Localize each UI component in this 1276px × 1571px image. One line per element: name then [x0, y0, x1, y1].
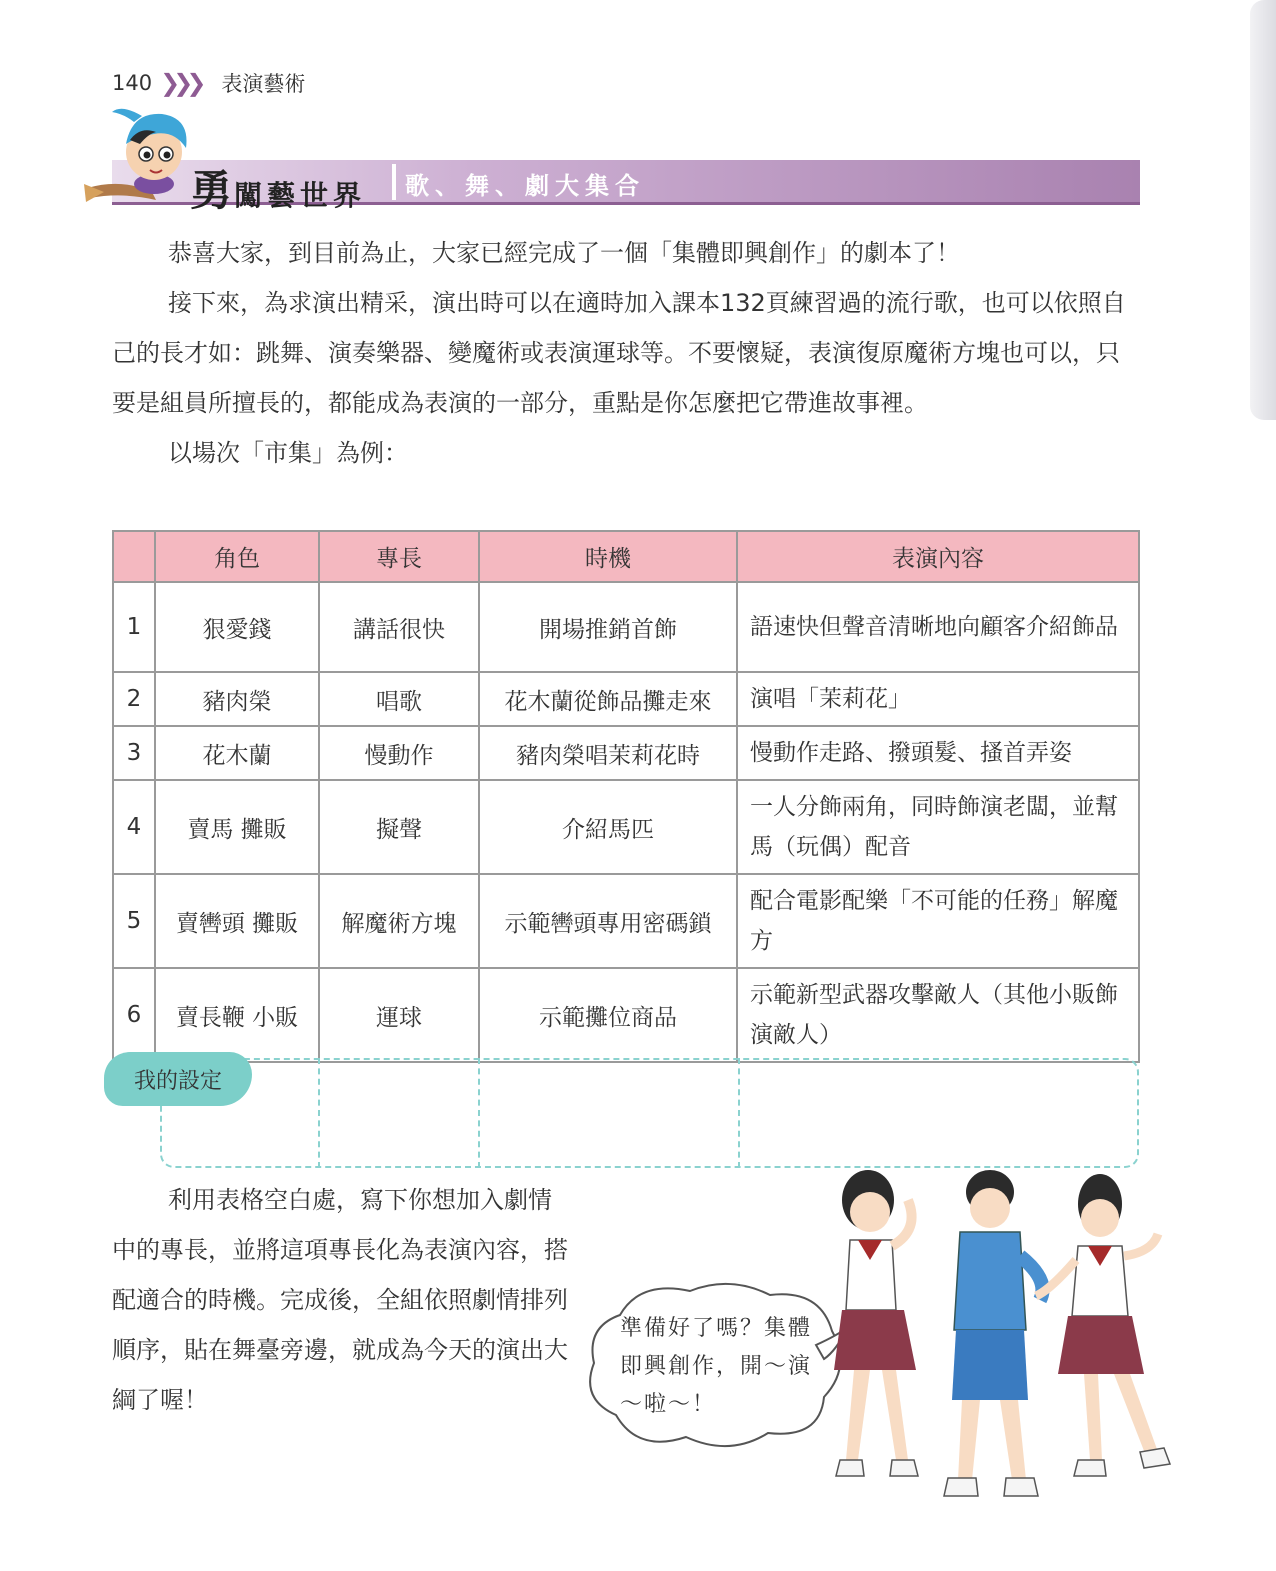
cell-number: 3 [113, 726, 155, 780]
triple-chevron-icon: ❯❯❯ [160, 69, 200, 97]
cell-role: 賣轡頭 攤販 [155, 874, 319, 968]
cell-content: 語速快但聲音清晰地向顧客介紹飾品 [737, 582, 1139, 672]
banner-title [190, 158, 366, 218]
cell-role: 花木蘭 [155, 726, 319, 780]
cell-skill: 運球 [319, 968, 479, 1062]
my-setting-blank-row[interactable] [160, 1058, 1139, 1168]
table-row [113, 672, 1139, 726]
cell-role: 賣長鞭 小販 [155, 968, 319, 1062]
header-skill: 專長 [319, 531, 479, 582]
page-number: 140 [112, 71, 153, 95]
cell-timing: 開場推銷首飾 [479, 582, 737, 672]
cell-timing: 豬肉榮唱茉莉花時 [479, 726, 737, 780]
intro-text [112, 228, 1142, 478]
cell-skill: 慢動作 [319, 726, 479, 780]
cell-content: 演唱「茉莉花」 [737, 672, 1139, 726]
cell-number: 1 [113, 582, 155, 672]
cell-number: 6 [113, 968, 155, 1062]
table-header-row [113, 531, 1139, 582]
cell-number: 5 [113, 874, 155, 968]
banner-title-first-char: 勇 [190, 166, 235, 215]
cell-skill: 唱歌 [319, 672, 479, 726]
cell-timing: 花木蘭從飾品攤走來 [479, 672, 737, 726]
cell-content: 配合電影配樂「不可能的任務」解魔方 [737, 874, 1139, 968]
cell-skill: 擬聲 [319, 780, 479, 874]
banner-subtitle: 歌、舞、劇大集合 [405, 172, 645, 200]
banner-title-rest: 闖藝世界 [234, 179, 367, 212]
table-row [113, 726, 1139, 780]
table-row [113, 968, 1139, 1062]
cell-number: 4 [113, 780, 155, 874]
cell-role: 豬肉榮 [155, 672, 319, 726]
my-setting-divider [478, 1058, 480, 1168]
cell-number: 2 [113, 672, 155, 726]
cell-skill: 解魔術方塊 [319, 874, 479, 968]
header-role: 角色 [155, 531, 319, 582]
banner-separator [392, 164, 396, 200]
cell-content: 一人分飾兩角，同時飾演老闆，並幫馬（玩偶）配音 [737, 780, 1139, 874]
header-content: 表演內容 [737, 531, 1139, 582]
section-name: 表演藝術 [221, 72, 306, 96]
intro-paragraph: 恭喜大家，到目前為止，大家已經完成了一個「集體即興創作」的劇本了！ [168, 239, 960, 267]
cell-skill: 講話很快 [319, 582, 479, 672]
table-row [113, 780, 1139, 874]
cell-content: 慢動作走路、撥頭髮、搔首弄姿 [737, 726, 1139, 780]
header-number [113, 531, 155, 582]
header-timing: 時機 [479, 531, 737, 582]
intro-paragraph: 接下來，為求演出精采，演出時可以在適時加入課本132頁練習過的流行歌，也可以依照自己的長才如：跳舞、演奏樂器、變魔術或表演運球等。不要懷疑，表演復原魔術方塊也可以，只要是組員所擅長的，都能成為表演的一部分，重點是你怎麼把它帶進故事裡。 [112, 289, 1126, 417]
instructions-paragraph: 利用表格空白處，寫下你想加入劇情中的專長，並將這項專長化為表演內容，搭配適合的時機。完成後，全組依照劇情排列順序，貼在舞臺旁邊，就成為今天的演出大綱了喔！ [112, 1186, 568, 1414]
students-dancing-illustration [800, 1160, 1200, 1520]
page-header [112, 66, 305, 100]
cell-role: 賣馬 攤販 [155, 780, 319, 874]
cell-timing: 示範攤位商品 [479, 968, 737, 1062]
table-row [113, 582, 1139, 672]
intro-paragraph: 以場次「市集」為例： [168, 439, 408, 467]
cell-role: 狠愛錢 [155, 582, 319, 672]
cell-timing: 介紹馬匹 [479, 780, 737, 874]
performance-plan-table [112, 530, 1140, 1063]
my-setting-label: 我的設定 [104, 1052, 252, 1106]
my-setting-divider [318, 1058, 320, 1168]
my-setting-divider [738, 1058, 740, 1168]
cell-timing: 示範轡頭專用密碼鎖 [479, 874, 737, 968]
instructions-text [112, 1175, 572, 1425]
cell-content: 示範新型武器攻擊敵人（其他小販飾演敵人） [737, 968, 1139, 1062]
table-row [113, 874, 1139, 968]
page-edge-tab [1250, 0, 1276, 420]
speech-bubble-text: 準備好了嗎？集體即興創作，開～演～啦～！ [620, 1316, 813, 1417]
